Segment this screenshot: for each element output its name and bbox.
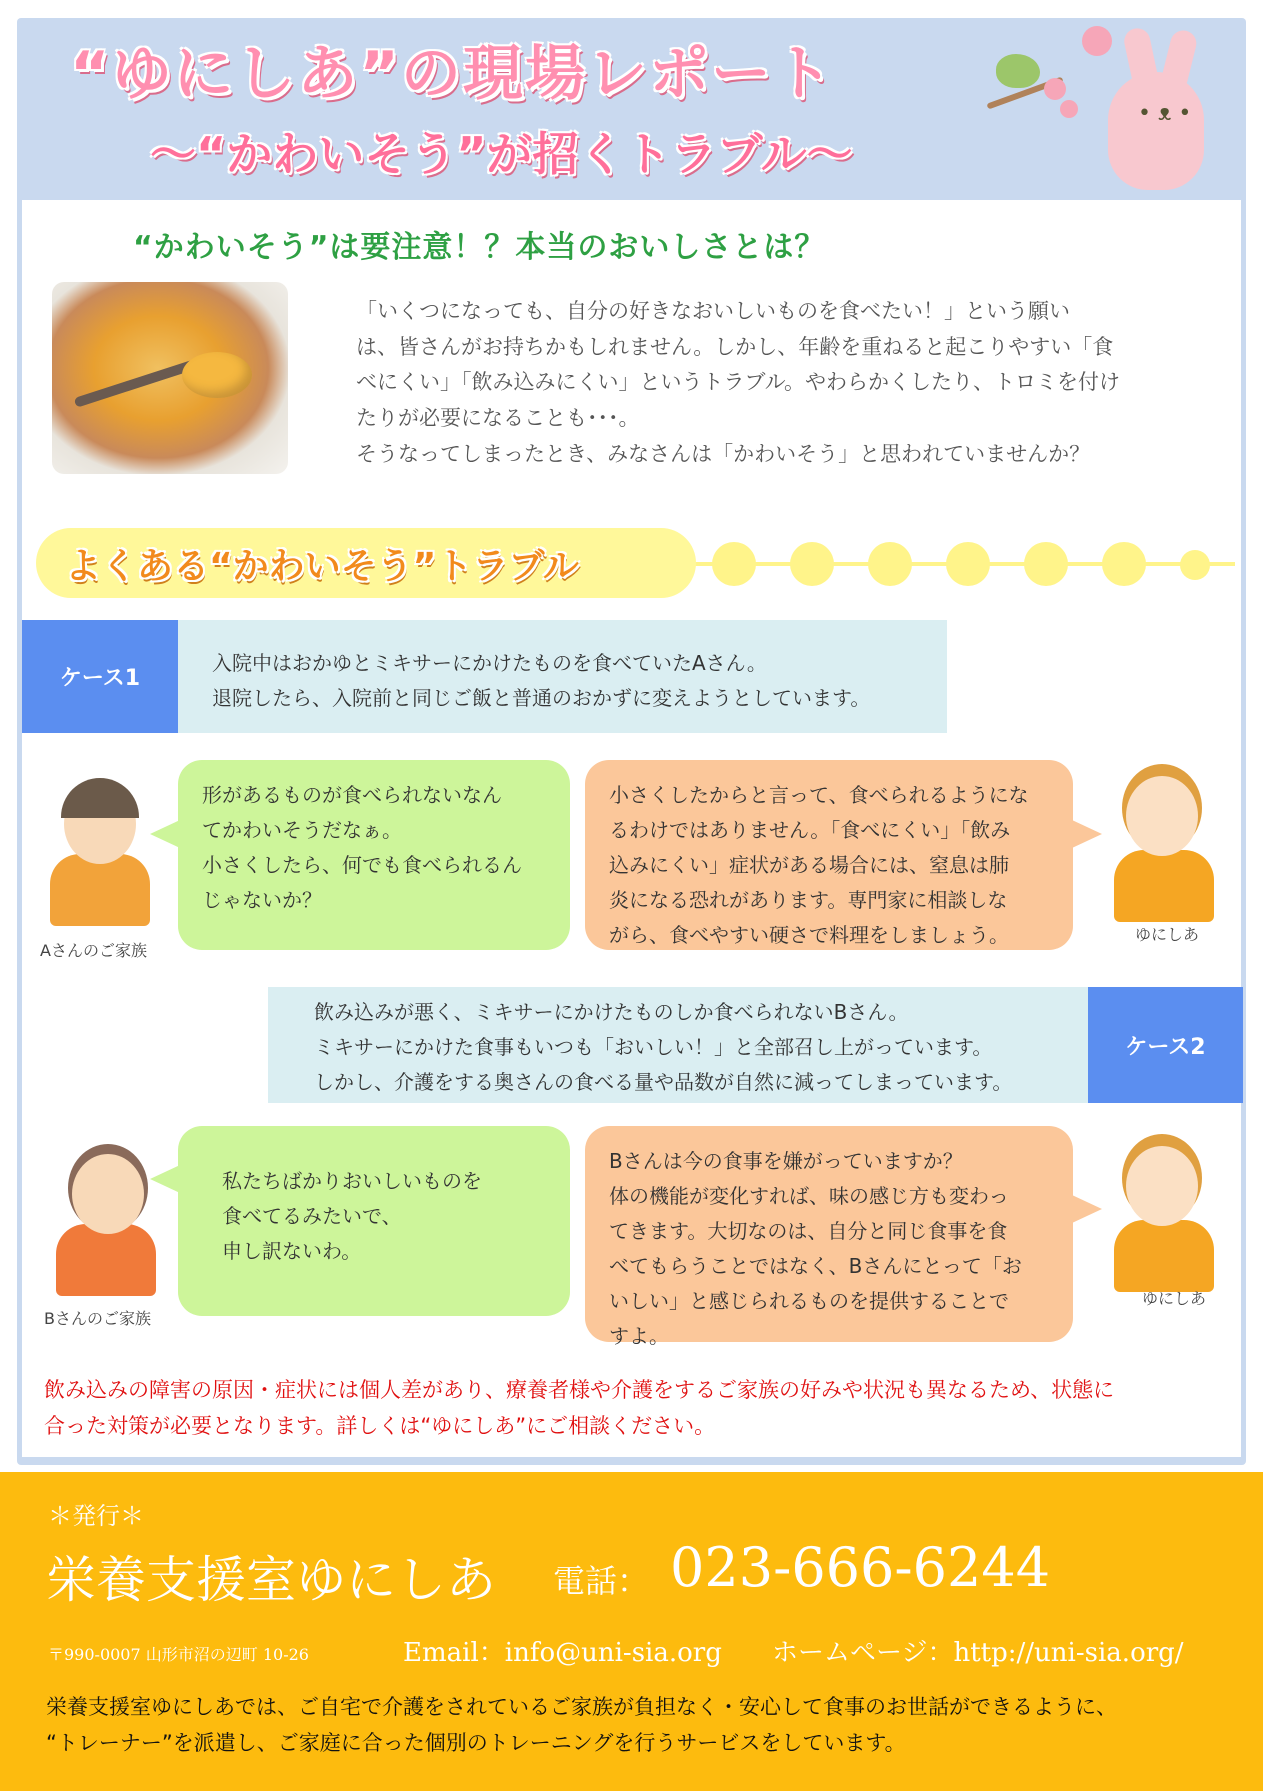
bubble-line: Bさんは今の食事を嫌がっていますか？: [609, 1149, 963, 1173]
yunishia-illustration: [1100, 1140, 1220, 1290]
person-head: [1126, 776, 1198, 856]
person-torso: [56, 1224, 156, 1296]
case2-text: [314, 995, 1012, 1100]
banner-dot: [1180, 550, 1210, 580]
page-title: “ゆにしあ”の現場レポート: [70, 39, 835, 109]
service-description: [46, 1690, 1236, 1761]
flower-illustration: [1082, 26, 1112, 56]
case1-advice-bubble: [585, 760, 1073, 950]
yunishia-illustration: [1100, 770, 1220, 920]
person-torso: [1114, 850, 1214, 922]
b-family-caption: Bさんのご家族: [44, 1309, 151, 1328]
a-family-illustration: [40, 772, 170, 932]
email-link[interactable]: info@uni-sia.org: [504, 1638, 722, 1668]
bubble-line: べてもらうことではなく、Bさんにとって「お: [609, 1254, 1022, 1278]
case1-text: [212, 646, 870, 716]
intro-line: べにくい」「飲み込みにくい」というトラブル。やわらかくしたり、トロミを付け: [356, 370, 1120, 395]
org-name: 栄養支援室ゆにしあ: [46, 1551, 496, 1609]
bubble-line: てきます。大切なのは、自分と同じ食事を食: [609, 1219, 1008, 1243]
address: 〒990-0007 山形市沼の辺町 10-26: [48, 1645, 309, 1664]
email-label: Email：: [403, 1638, 505, 1668]
case2-line: 飲み込みが悪く、ミキサーにかけたものしか食べられないBさん。: [314, 1000, 909, 1024]
banner-dot: [1024, 542, 1068, 586]
food-photo: [52, 282, 288, 474]
description-line: “トレーナー”を派遣し、ご家庭に合った個別のトレーニングを行うサービスをしています。: [46, 1730, 906, 1755]
intro-line: たりが必要になることも･･･。: [356, 406, 640, 431]
yunishia-caption: ゆにしあ: [1135, 925, 1200, 944]
section-heading: “かわいそう”は要注意！？本当のおいしさとは？: [133, 230, 826, 265]
bubble-line: てかわいそうだなぁ。: [202, 818, 402, 842]
notice-text: [44, 1373, 1234, 1444]
intro-text: [356, 294, 1216, 472]
bird-illustration: [996, 54, 1040, 88]
homepage: [772, 1632, 1184, 1669]
intro-line: そうなってしまったとき、みなさんは「かわいそう」と思われていませんか？: [356, 441, 1091, 466]
banner-dot: [946, 542, 990, 586]
bubble-line: 小さくしたからと言って、食べられるようにな: [609, 783, 1029, 807]
case2-line: ミキサーにかけた食事もいつも「おいしい！」と全部召し上がっています。: [314, 1035, 993, 1059]
case2-advice-bubble: [585, 1126, 1073, 1348]
banner-dot: [712, 542, 756, 586]
bubble-line: 込みにくい」症状がある場合には、窒息は肺: [609, 853, 1009, 877]
bunny-face: • ᴥ •: [1138, 101, 1192, 126]
bubble-line: 炎になる恐れがあります。専門家に相談しな: [609, 888, 1008, 912]
bubble-line: すよ。: [609, 1324, 669, 1348]
bubble-line: 申し訳ないわ。: [222, 1239, 362, 1263]
yunishia-caption: ゆにしあ: [1142, 1289, 1207, 1308]
email: [403, 1632, 722, 1669]
bubble-line: じゃないか？: [202, 888, 322, 912]
bubble-line: 小さくしたら、何でも食べられるん: [202, 853, 522, 877]
bubble-tail: [1072, 1195, 1102, 1223]
bubble-line: 食べてるみたいで、: [222, 1204, 402, 1228]
banner-dot: [1102, 542, 1146, 586]
bubble-line: 私たちばかりおいしいものを: [222, 1169, 482, 1193]
bubble-line: るわけではありません。「食べにくい」「飲み: [609, 818, 1011, 842]
trouble-banner-title: よくある“かわいそう”トラブル: [65, 546, 579, 587]
bubble-tail: [150, 1165, 180, 1193]
case1-line: 退院したら、入院前と同じご飯と普通のおかずに変えようとしています。: [212, 686, 871, 710]
person-torso: [50, 854, 150, 926]
case2-line: しかし、介護をする奥さんの食べる量や品数が自然に減ってしまっています。: [314, 1070, 1013, 1094]
spoon-handle: [74, 358, 201, 408]
person-head: [1126, 1146, 1198, 1226]
case1-tag: ケース1: [22, 620, 178, 733]
tel-number[interactable]: 023-666-6244: [670, 1536, 1051, 1599]
notice-line: 合った対策が必要となります。詳しくは“ゆにしあ”にご相談ください。: [44, 1413, 716, 1438]
homepage-label: ホームページ：: [772, 1638, 954, 1668]
intro-line: 「いくつになっても、自分の好きなおいしいものを食べたい！」という願い: [356, 299, 1070, 323]
a-family-caption: Aさんのご家族: [40, 941, 147, 960]
bubble-line: がら、食べやすい硬さで料理をしましょう。: [609, 923, 1009, 947]
tel-label: 電話：: [553, 1562, 650, 1600]
case1-line: 入院中はおかゆとミキサーにかけたものを食べていたAさん。: [212, 651, 767, 675]
b-family-bubble: [178, 1126, 570, 1316]
bubble-tail: [150, 820, 180, 848]
bubble-line: 体の機能が変化すれば、味の感じ方も変わっ: [609, 1184, 1009, 1208]
page-subtitle: ～“かわいそう”が招くトラブル～: [150, 127, 853, 181]
flower-illustration: [1060, 100, 1078, 118]
b-family-illustration: [46, 1140, 176, 1300]
case2-tag: ケース2: [1088, 987, 1243, 1103]
description-line: 栄養支援室ゆにしあでは、ご自宅で介護をされているご家族が負担なく・安心して食事のお世話ができるように、: [46, 1695, 1117, 1719]
banner-dot: [790, 542, 834, 586]
issuer-label: ＊発行＊: [48, 1502, 144, 1530]
flower-illustration: [1044, 78, 1066, 100]
bubble-line: 形があるものが食べられないなん: [202, 783, 502, 807]
person-head: [72, 1154, 144, 1234]
notice-line: 飲み込みの障害の原因・症状には個人差があり、療養者様や介護をするご家族の好みや状況も異なるため、状態に: [44, 1378, 1115, 1402]
bubble-line: いしい」と感じられるものを提供することで: [609, 1289, 1009, 1313]
bunny-illustration: [1108, 72, 1204, 190]
banner-dot: [868, 542, 912, 586]
person-hair: [61, 778, 139, 818]
intro-line: は、皆さんがお持ちかもしれません。しかし、年齢を重ねると起こりやすい「食: [356, 334, 1114, 359]
homepage-link[interactable]: http://uni-sia.org/: [953, 1638, 1184, 1668]
bubble-tail: [1072, 820, 1102, 848]
person-torso: [1114, 1220, 1214, 1292]
a-family-bubble: [178, 760, 570, 950]
spoon-bowl: [182, 352, 252, 398]
